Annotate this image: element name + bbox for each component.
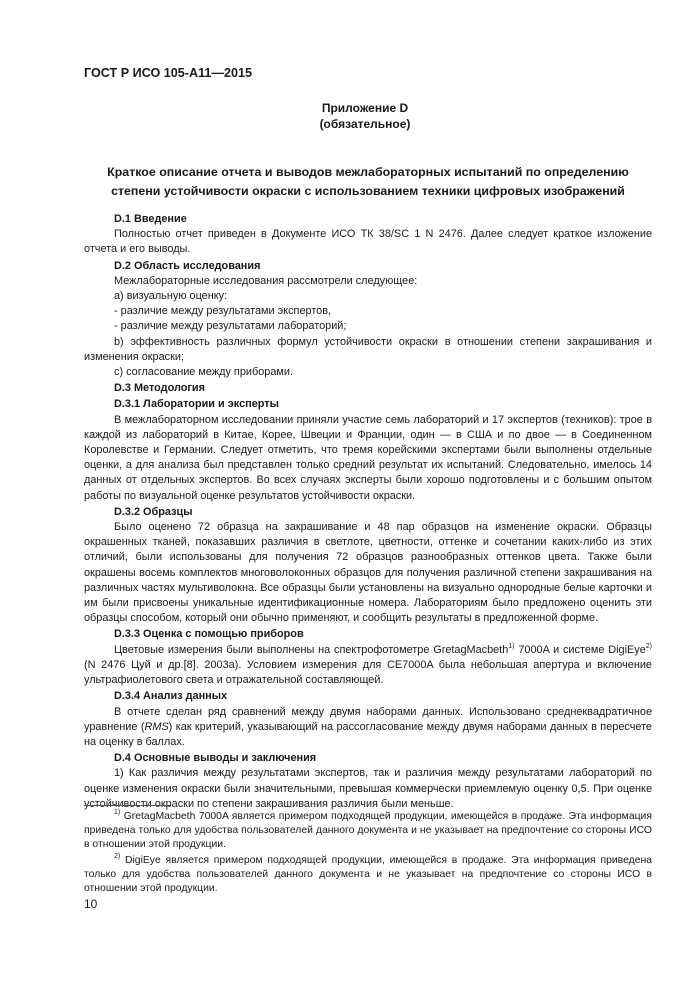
appendix-body (84, 211, 652, 812)
section-d3-2-paragraph: Было оценено 72 образца на закрашивание и 48 пар образцов на изменение окраски. Образцы окрашенных тканей, показавших различия в светлоте, цветности, оттенке и сочетании каких-либо из этих отличий, были использованы для получения 72 образцов разнообразных оттенков цвета. Также были окрашены восемь комплектов многоволоконных образцов для получения различной степени закрашивания на различных частях мультиволокна. Все образцы были установлены на визуально однородные белые карточки и им были присвоены уникальные идентификационные номера. Лабораториям было предложено оценить эти образцы способом, который они обычно применяют, и сообщить результаты в предложенной форме. (84, 521, 652, 625)
footnote-1-text: GretagMacbeth 7000A является примером подходящей продукции, имеющейся в продаже. Эта информация приведена только для удобства пользователей данного документа и не указывает на предпочтение со стороны ИСО в отношении этой продукции. (84, 811, 652, 851)
rms-term: RMS (144, 720, 169, 733)
footnote-ref-2: 2) (645, 642, 653, 650)
footnote-2-text: DigiEye является примером подходящей продукции, имеющейся в продаже. Эта информация приведена только для удобства пользователей данного документа и не указывает на предпочтение со стороны ИСО в отношении этой продукции. (84, 854, 652, 895)
section-d3-3-paragraph (84, 643, 652, 689)
appendix-title: Приложение D (321, 101, 409, 115)
appendix-main-title: Краткое описание отчета и выводов межлабораторных испытаний по определению степени устойчивости окраски с использованием техники цифровых изображений (107, 165, 629, 198)
list-subitem-experts: - различие между результатами экспертов, (114, 305, 332, 318)
footnote-1 (84, 810, 652, 853)
footnote-separator (84, 805, 170, 806)
footnote-mark-1: 1) (114, 809, 121, 816)
appendix-heading (0, 100, 700, 132)
section-d4-paragraph: 1) Как различия между результатами экспертов, так и различия между результатами лабораторий по оценке изменения окраски были значительными, превышая коммерчески приемлемую оценку 0,5. При оценке устойчивости окраски по степени закрашивания различия были меньше. (84, 767, 652, 810)
section-heading-d4: D.4 Основные выводы и заключения (114, 752, 317, 765)
section-heading-d3-4: D.3.4 Анализ данных (114, 690, 228, 703)
list-subitem-laboratories: - различие между результатами лабораторий; (114, 320, 347, 333)
section-d2-intro: Межлабораторные исследования рассмотрели следующее: (114, 274, 418, 287)
text-run: Цветовые измерения были выполнены на спектрофотометре GretagMacbeth (114, 643, 509, 656)
footnote-mark-2: 2) (114, 852, 121, 860)
section-d1-paragraph: Полностью отчет приведен в Документе ИСО ТК 38/SC 1 N 2476. Далее следует краткое изложение отчета и его выводы. (84, 228, 652, 256)
section-d3-4-paragraph (84, 705, 652, 751)
section-heading-d3-2: D.3.2 Образцы (114, 505, 193, 518)
section-heading-d3: D.3 Методология (114, 382, 205, 395)
text-run: ) как критерий, указывающий на рассогласование между двумя наборами данных в пересчете на оценку в баллах. (84, 720, 652, 748)
section-heading-d3-1: D.3.1 Лаборатории и эксперты (114, 398, 279, 411)
text-run: В отчете сделан ряд сравнений между двумя наборами данных. Использовано среднеквадратичное уравнение ( (84, 705, 652, 733)
footnote-ref-1: 1) (508, 642, 515, 650)
footnote-2 (84, 854, 652, 897)
text-run: (N 2476 Цуй и др.[8]. 2003a). Условием измерения для CE7000A была небольшая апертура и включение ультрафиолетового света и отражательной составляющей. (84, 658, 652, 687)
footnotes (84, 810, 652, 897)
list-item-a: a) визуальную оценку: (114, 290, 228, 303)
section-d3-1-paragraph: В межлабораторном исследовании приняли участие семь лабораторий и 17 экспертов (техников): трое в каждой из лабораторий в Китае, Корее, Швеции и Франции, один — в США и по двое — в Соединенном Королевстве и Германии. Следует отметить, что тремя корейскими экспертами были выполнены отдельные оценки, а для анализа был представлен только средний результат их испытаний. Следовательно, имелось 14 данных от отдельных экспертов. Во всех случаях эксперты были хорошо подготовлены и с большим опытом работы по визуальной оценке результатов устойчивости окраски. (84, 413, 652, 502)
list-item-c: c) согласование между приборами. (114, 366, 293, 379)
document-code-header: ГОСТ Р ИСО 105-A11—2015 (84, 66, 252, 80)
section-heading-d1: D.1 Введение (114, 213, 187, 225)
list-item-b: b) эффективность различных формул устойчивости окраски в отношении степени закрашивания и изменения окраски; (84, 335, 652, 363)
text-run: 7000A и системе DigiEye (514, 643, 646, 656)
appendix-status: (обязательное) (319, 117, 411, 131)
section-heading-d3-3: D.3.3 Оценка с помощью приборов (114, 628, 304, 641)
page-number: 10 (84, 897, 98, 911)
section-heading-d2: D.2 Область исследования (114, 259, 261, 272)
